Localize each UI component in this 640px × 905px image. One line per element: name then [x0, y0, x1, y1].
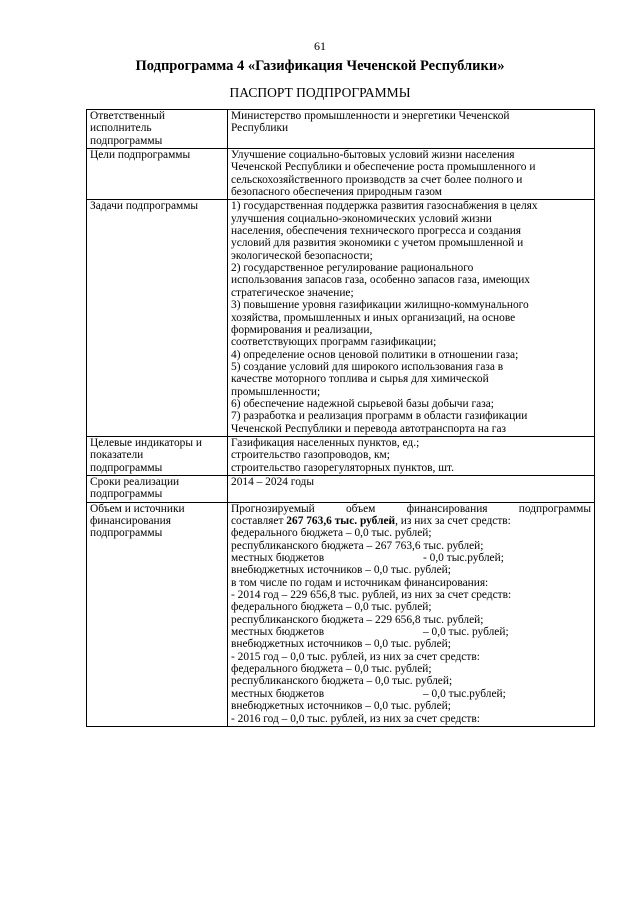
row-indicators-value: [228, 436, 595, 475]
page-number: 61: [314, 39, 326, 53]
text-line: 2) государственное регулирование рационального: [231, 262, 474, 275]
text-line: федерального бюджета – 0,0 тыс. рублей;: [231, 601, 432, 614]
text-line: Ответственный: [90, 110, 166, 122]
text-line: 6) обеспечение надежной сырьевой базы добычи газа;: [231, 397, 494, 410]
financing-intro-word: объем: [345, 502, 376, 515]
text-line: хозяйства, промышленных и иных организаций, на основе: [231, 311, 516, 324]
text-line: подпрограммы: [90, 134, 163, 147]
financing-total-suffix: , из них за счет средств:: [395, 515, 511, 527]
financing-intro-word: подпрограммы: [518, 502, 591, 515]
text-line: - 2016 год – 0,0 тыс. рублей, из них за счет средств:: [231, 712, 480, 725]
text-line: формирования и реализации,: [231, 323, 373, 336]
text-line: - 2014 год – 229 656,8 тыс. рублей, из них за счет средств:: [231, 589, 512, 602]
row-terms-value: [228, 475, 595, 502]
text-line: показатели: [90, 449, 144, 462]
financing-lines-d: [231, 700, 591, 725]
financing-lines-b: [231, 564, 591, 626]
row-tasks: [87, 200, 595, 437]
text-line: Цели подпрограммы: [90, 149, 191, 162]
text-line: стратегическое значение;: [231, 286, 354, 299]
row-tasks-label: [87, 200, 228, 437]
row-tasks-value: [228, 200, 595, 437]
financing-lines-a: [231, 527, 591, 552]
local-budget-value: - 0,0 тыс.рублей;: [423, 552, 504, 565]
text-line: республиканского бюджета – 229 656,8 тыс. рублей;: [231, 613, 484, 626]
text-line: подпрограммы: [90, 527, 163, 540]
text-line: сельскохозяйственного производств за счет более полного и: [231, 173, 523, 186]
financing-local-line: [231, 688, 591, 700]
row-financing-value: [228, 502, 595, 726]
row-goals-label: [87, 149, 228, 200]
financing-total-line: [231, 515, 591, 527]
text-line: внебюджетных источников – 0,0 тыс. рублей;: [231, 564, 451, 577]
text-line: Объем и источники: [90, 502, 185, 515]
text-line: 1) государственная поддержка развития газоснабжения в целях: [231, 200, 538, 213]
text-line: республиканского бюджета – 0,0 тыс. рублей;: [231, 675, 453, 688]
text-line: - 2015 год – 0,0 тыс. рублей, из них за счет средств:: [231, 650, 480, 663]
text-line: качестве моторного топлива и сырья для химической: [231, 373, 489, 386]
text-line: Чеченской Республики и обеспечение роста промышленного и: [231, 161, 536, 174]
text-line: экологической безопасности;: [231, 249, 373, 262]
text-line: федерального бюджета – 0,0 тыс. рублей;: [231, 527, 432, 540]
text-line: подпрограммы: [90, 461, 163, 474]
row-executor: [87, 110, 595, 149]
financing-total-amount: 267 763,6 тыс. рублей: [286, 515, 396, 527]
text-line: Чеченской Республики и перевода автотранспорта на газ: [231, 422, 507, 435]
text-line: населения, обеспечения технического прогресса и создания: [231, 225, 522, 238]
text-line: соответствующих программ газификации;: [231, 336, 437, 349]
text-line: Республики: [231, 122, 289, 135]
local-budget-value: – 0,0 тыс. рублей;: [423, 626, 509, 639]
text-line: строительство газорегуляторных пунктов, шт.: [231, 461, 454, 474]
text-line: промышленности;: [231, 385, 321, 398]
text-line: использования запасов газа, особенно запасов газа, имеющих: [231, 274, 530, 287]
row-executor-value: [228, 110, 595, 149]
financing-lines-c: [231, 638, 591, 687]
text-line: условий для развития экономики с учетом промышленной и: [231, 237, 524, 250]
financing-intro-word: финансирования: [406, 502, 488, 515]
text-line: улучшения социально-экономических условий жизни: [231, 212, 492, 225]
text-line: Улучшение социально-бытовых условий жизни населения: [231, 149, 515, 162]
passport-table: [86, 109, 595, 727]
text-line: 7) разработка и реализация программ в области газификации: [231, 410, 528, 423]
text-line: внебюджетных источников – 0,0 тыс. рублей;: [231, 700, 451, 713]
text-line: в том числе по годам и источникам финансирования:: [231, 576, 489, 589]
local-budget-label: местных бюджетов: [231, 626, 325, 639]
row-executor-label: [87, 110, 228, 149]
row-indicators-label: [87, 436, 228, 475]
text-line: подпрограммы: [90, 488, 163, 501]
text-line: Министерство промышленности и энергетики Чеченской: [231, 110, 510, 122]
text-line: республиканского бюджета – 267 763,6 тыс. рублей;: [231, 539, 484, 552]
financing-intro-word: Прогнозируемый: [231, 502, 315, 515]
row-financing: [87, 502, 595, 726]
financing-local-line: [231, 552, 591, 564]
page-title: Подпрограмма 4 «Газификация Чеченской Республики»: [135, 58, 505, 74]
text-line: 5) создание условий для широкого использования газа в: [231, 360, 504, 373]
text-line: Газификация населенных пунктов, ед.;: [231, 436, 420, 449]
row-indicators: [87, 436, 595, 475]
text-line: Сроки реализации: [90, 475, 180, 488]
text-line: безопасного обеспечения природным газом: [231, 186, 442, 199]
text-line: федерального бюджета – 0,0 тыс. рублей;: [231, 663, 432, 676]
text-line: Задачи подпрограммы: [90, 200, 199, 213]
text-line: строительство газопроводов, км;: [231, 449, 390, 462]
text-line: исполнитель: [90, 122, 152, 135]
local-budget-value: – 0,0 тыс.рублей;: [423, 687, 506, 700]
financing-intro-line: [231, 503, 591, 515]
text-line: финансирования: [90, 515, 171, 527]
text-line: 4) определение основ ценовой политики в отношении газа;: [231, 348, 519, 361]
text-line: внебюджетных источников – 0,0 тыс. рублей;: [231, 638, 451, 651]
financing-total-prefix: составляет: [231, 515, 287, 527]
text-line: 3) повышение уровня газификации жилищно-коммунального: [231, 299, 529, 312]
row-goals-value: [228, 149, 595, 200]
row-terms: [87, 475, 595, 502]
text-line: Целевые индикаторы и: [90, 436, 202, 449]
row-financing-label: [87, 502, 228, 726]
row-goals: [87, 149, 595, 200]
financing-local-line: [231, 626, 591, 638]
local-budget-label: местных бюджетов: [231, 687, 325, 700]
row-terms-label: [87, 475, 228, 502]
passport-heading: ПАСПОРТ ПОДПРОГРАММЫ: [229, 85, 411, 100]
text-line: 2014 – 2024 годы: [231, 475, 315, 488]
local-budget-label: местных бюджетов: [231, 552, 325, 565]
